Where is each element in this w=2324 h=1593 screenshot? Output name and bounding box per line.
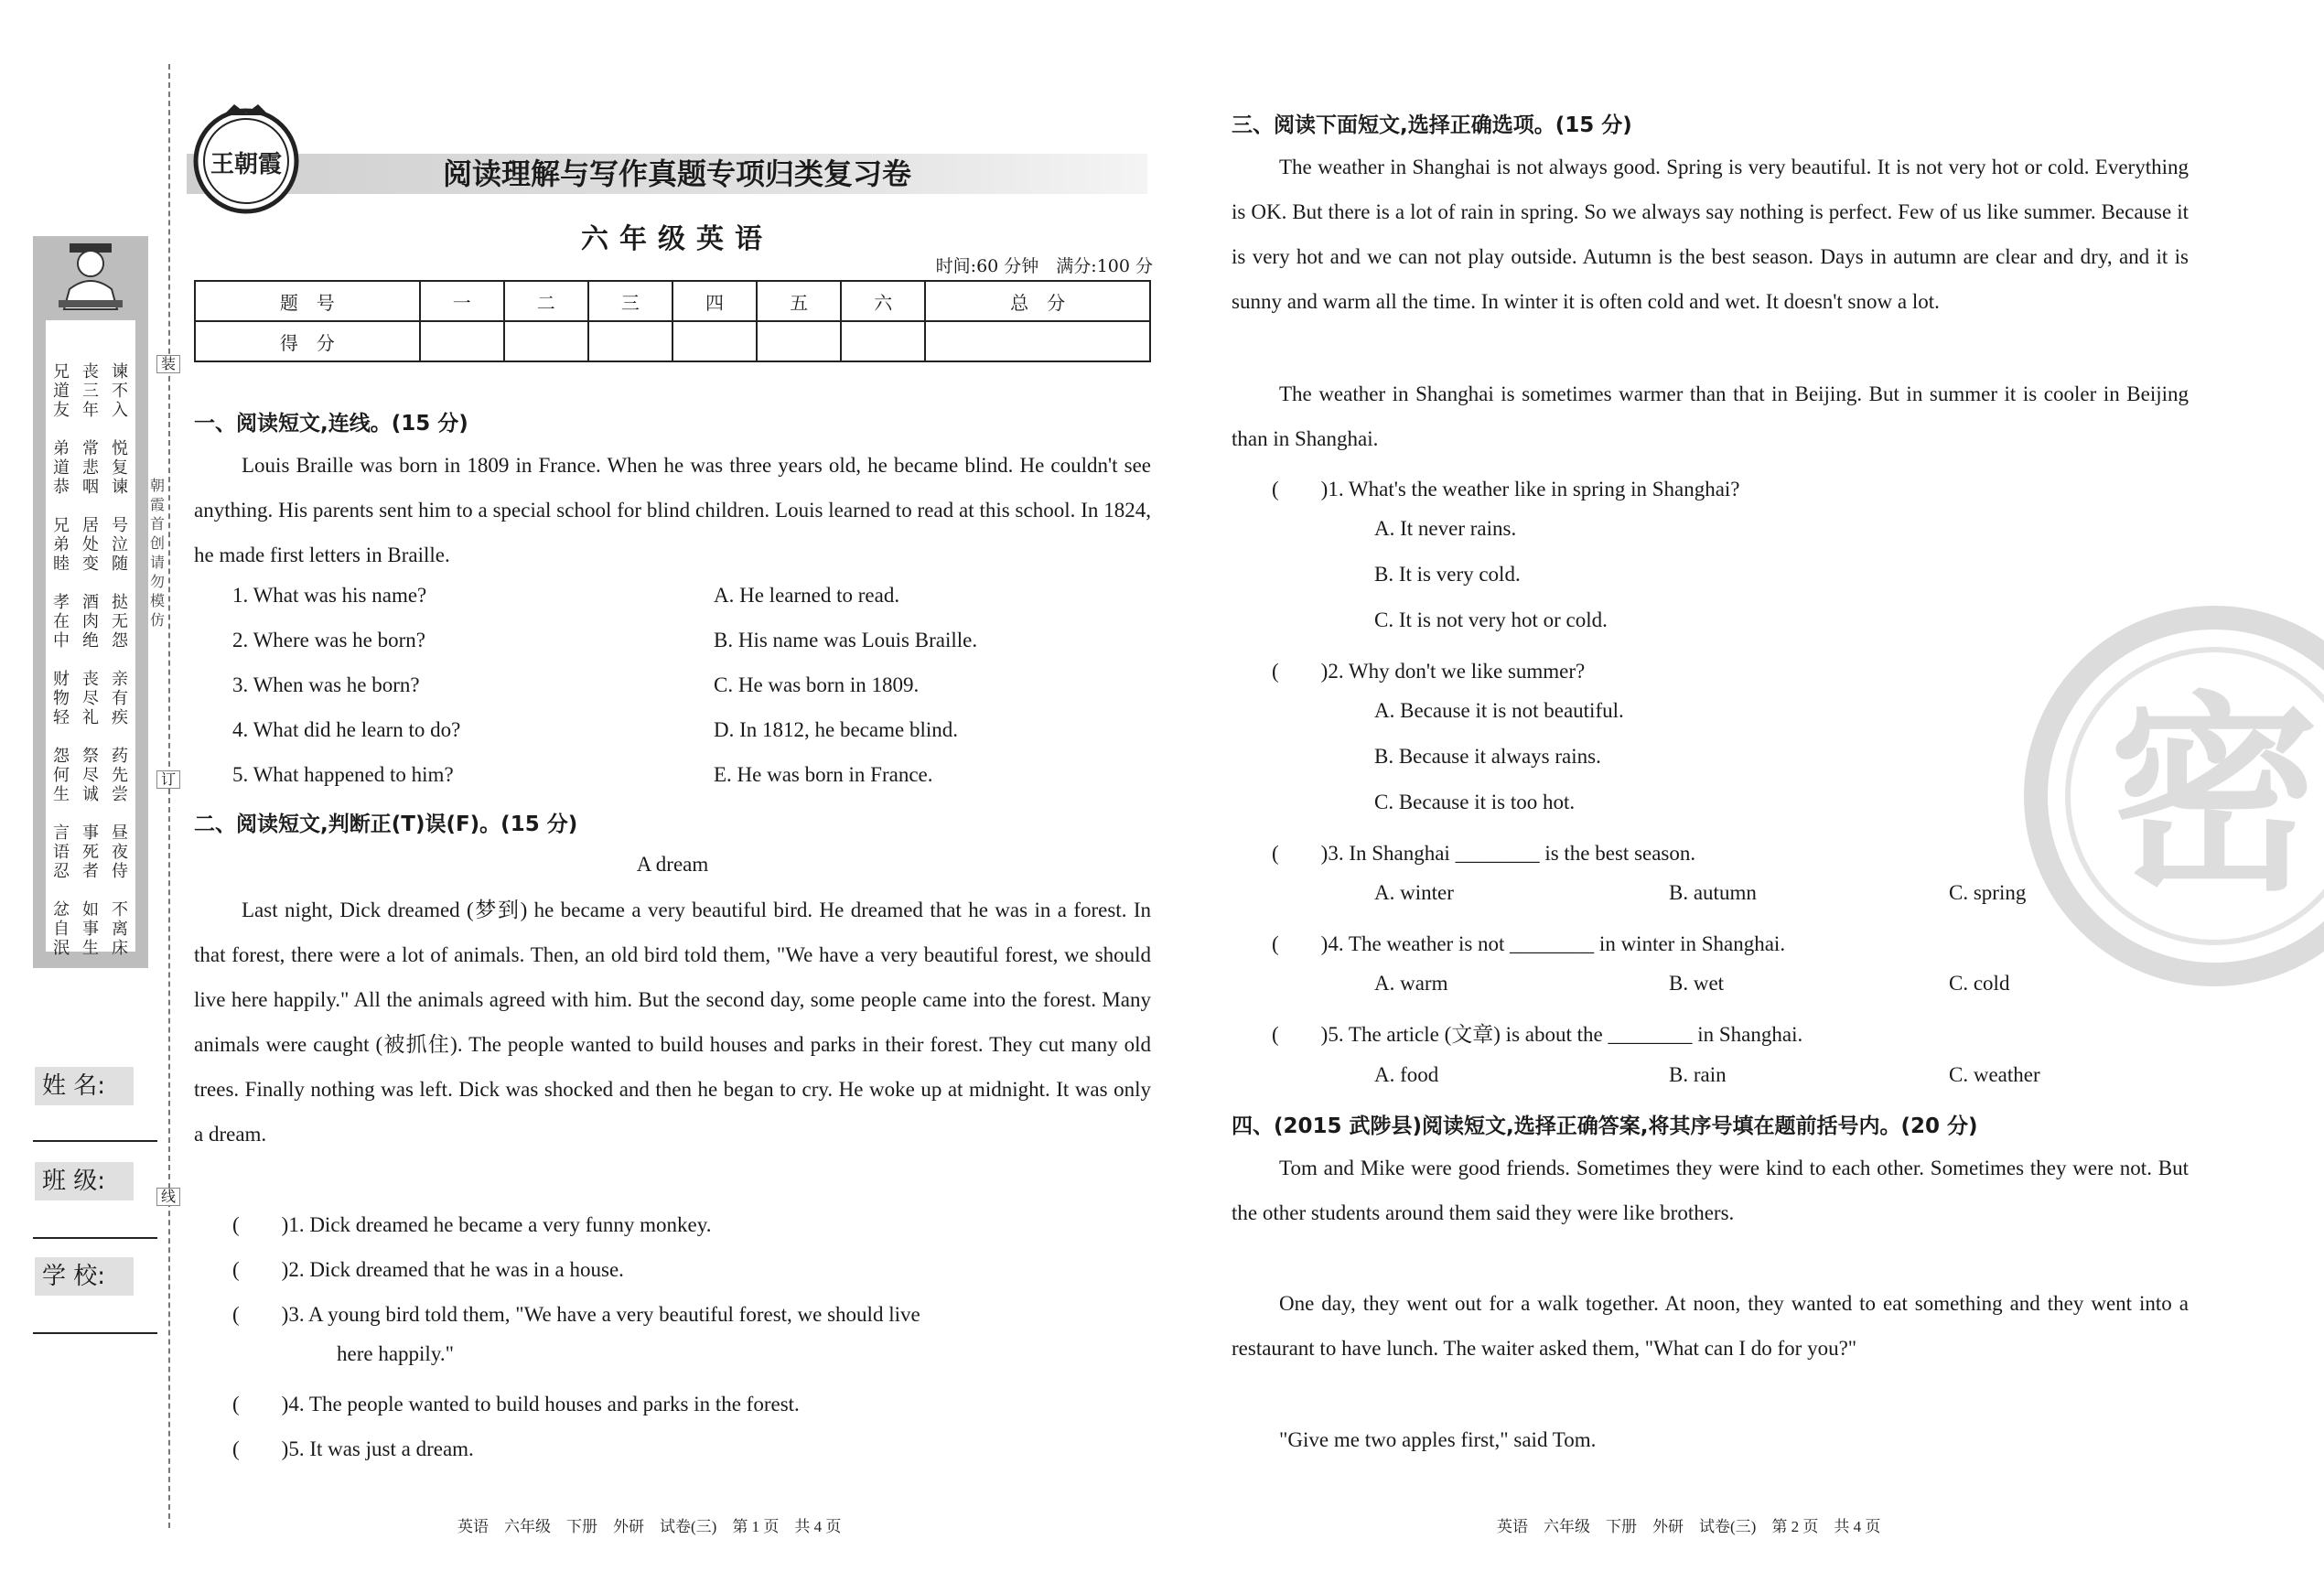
match-answer: A. He learned to read. bbox=[714, 584, 900, 607]
choice-option: A. winter bbox=[1374, 881, 1454, 904]
poem-column: 言语忍 bbox=[53, 823, 70, 881]
poem-column: 财物轻 bbox=[53, 670, 70, 727]
grade-subject: 六年级英语 bbox=[581, 223, 773, 255]
section4-title: 四、(2015 武陟县)阅读短文,选择正确答案,将其序号填在题前括号内。(20 分) bbox=[1232, 1114, 1978, 1138]
choice-option: C. cold bbox=[1949, 972, 2010, 995]
poem-column: 酒肉绝 bbox=[82, 593, 99, 651]
choice-option: A. Because it is not beautiful. bbox=[1374, 699, 1624, 722]
score-cell: 得 分 bbox=[195, 321, 420, 361]
score-cell: 总 分 bbox=[925, 281, 1150, 321]
choice-option: B. It is very cold. bbox=[1374, 563, 1521, 586]
binding-cut-line bbox=[168, 64, 170, 1528]
choice-question: ( )3. In Shanghai ________ is the best season. bbox=[1272, 842, 1696, 865]
tf-item: ( )3. A young bird told them, "We have a very beautiful forest, we should live bbox=[232, 1303, 920, 1326]
tf-item: ( )2. Dick dreamed that he was in a house. bbox=[232, 1258, 624, 1281]
choice-option: C. It is not very hot or cold. bbox=[1374, 608, 1608, 631]
section3-title: 三、阅读下面短文,选择正确选项。(15 分) bbox=[1232, 113, 1632, 137]
match-answer: D. In 1812, he became blind. bbox=[714, 718, 958, 741]
section2-title: 二、阅读短文,判断正(T)误(F)。(15 分) bbox=[194, 813, 578, 836]
score-input[interactable] bbox=[588, 321, 672, 361]
tf-item: ( )4. The people wanted to build houses and parks in the forest. bbox=[232, 1393, 800, 1415]
poem-column: 丧尽礼 bbox=[82, 670, 99, 727]
class-field[interactable] bbox=[33, 1237, 157, 1239]
choice-question: ( )5. The article (文章) is about the ________ in Shanghai. bbox=[1272, 1023, 1803, 1046]
score-cell: 五 bbox=[757, 281, 841, 321]
match-answer: C. He was born in 1809. bbox=[714, 673, 920, 696]
score-table-score-row bbox=[195, 321, 1150, 361]
score-input[interactable] bbox=[925, 321, 1150, 361]
sidebar-panel bbox=[33, 236, 148, 968]
choice-option: B. autumn bbox=[1669, 881, 1757, 904]
match-answer: B. His name was Louis Braille. bbox=[714, 629, 978, 651]
match-question: 4. What did he learn to do? bbox=[232, 718, 461, 741]
poem-column: 孝在中 bbox=[53, 593, 70, 651]
school-label: 学 校: bbox=[35, 1257, 134, 1296]
choice-question: ( )4. The weather is not ________ in winter in Shanghai. bbox=[1272, 932, 1786, 955]
section3-paragraph: The weather in Shanghai is sometimes warmer than that in Beijing. But in summer it is cooler in Beijing than in Shanghai. bbox=[1232, 382, 2189, 450]
choice-option: C. spring bbox=[1949, 881, 2027, 904]
cut-mark: 线 bbox=[156, 1188, 180, 1206]
class-label: 班 级: bbox=[35, 1162, 134, 1200]
score-cell: 二 bbox=[504, 281, 588, 321]
poem-column: 弟道恭 bbox=[53, 439, 70, 497]
choice-option: A. food bbox=[1374, 1063, 1439, 1086]
svg-text:密: 密 bbox=[2108, 675, 2320, 920]
poem-column: 药先尝 bbox=[112, 747, 128, 804]
poem-column: 亲有疾 bbox=[112, 670, 128, 727]
score-input[interactable] bbox=[757, 321, 841, 361]
tf-item: ( )5. It was just a dream. bbox=[232, 1437, 474, 1460]
vertical-note: 朝霞首创 请勿模仿 bbox=[149, 477, 180, 629]
school-field[interactable] bbox=[33, 1332, 157, 1334]
choice-option: C. Because it is too hot. bbox=[1374, 791, 1576, 813]
poem-column: 丧三年 bbox=[82, 362, 99, 420]
name-field[interactable] bbox=[33, 1140, 157, 1142]
secret-stamp-watermark bbox=[2013, 604, 2324, 1006]
match-question: 2. Where was he born? bbox=[232, 629, 425, 651]
poem-column: 常悲咽 bbox=[82, 439, 99, 497]
poem-column: 忿自泯 bbox=[53, 900, 70, 958]
choice-option: B. rain bbox=[1669, 1063, 1727, 1086]
poem-column: 如事生 bbox=[82, 900, 99, 958]
poem-column: 怨何生 bbox=[53, 747, 70, 804]
time-score: 时间:60 分钟 满分:100 分 bbox=[935, 256, 1153, 276]
scholar-illustration bbox=[33, 236, 148, 320]
section1-title: 一、阅读短文,连线。(15 分) bbox=[194, 412, 468, 436]
poem-column: 谏不入 bbox=[112, 362, 128, 420]
cut-mark: 订 bbox=[156, 770, 180, 789]
section4-paragraph: Tom and Mike were good friends. Sometimes they were kind to each other. Sometimes they were not. But the other students around them said they were like brothers. bbox=[1232, 1157, 2189, 1224]
score-cell: 一 bbox=[420, 281, 504, 321]
score-cell: 题 号 bbox=[195, 281, 420, 321]
poem-column: 挞无怨 bbox=[112, 593, 128, 651]
score-input[interactable] bbox=[504, 321, 588, 361]
svg-text:王朝霞: 王朝霞 bbox=[210, 151, 283, 178]
brand-logo bbox=[188, 101, 304, 216]
page-footer-right: 英语 六年级 下册 外研 试卷(三) 第 2 页 共 4 页 bbox=[1497, 1518, 1881, 1535]
choice-option: B. wet bbox=[1669, 972, 1725, 995]
match-question: 5. What happened to him? bbox=[232, 763, 454, 786]
poem-column: 悦复谏 bbox=[112, 439, 128, 497]
score-table bbox=[194, 280, 1151, 362]
choice-option: C. weather bbox=[1949, 1063, 2040, 1086]
section3-paragraph: The weather in Shanghai is not always good. Spring is very beautiful. It is not very hot or cold. Everything is OK. But there is a lot of rain in spring. So we always say nothing is perfect. Few of us like summer. Because it is very hot and we can not play outside. Autumn is the best season. Days in autumn are clear and dry, and it is sunny and warm all the time. In winter it is often cold and wet. It doesn't snow a lot. bbox=[1232, 156, 2189, 313]
score-input[interactable] bbox=[672, 321, 757, 361]
choice-option: B. Because it always rains. bbox=[1374, 745, 1601, 768]
choice-option: A. It never rains. bbox=[1374, 517, 1517, 540]
score-table-header-row bbox=[195, 281, 1150, 321]
poem-column: 号泣随 bbox=[112, 516, 128, 574]
exam-title: 阅读理解与写作真题专项归类复习卷 bbox=[442, 156, 911, 191]
choice-question: ( )1. What's the weather like in spring in Shanghai? bbox=[1272, 478, 1740, 501]
cut-mark: 装 bbox=[156, 355, 180, 373]
poem-column: 事死者 bbox=[82, 823, 99, 881]
section4-paragraph: One day, they went out for a walk together. At noon, they wanted to eat something and they went into a restaurant to have lunch. The waiter asked them, "What can I do for you?" bbox=[1232, 1292, 2189, 1360]
section1-passage: Louis Braille was born in 1809 in France. When he was three years old, he became blind. He couldn't see anything. His parents sent him to a special school for blind children. Louis learned to read at this school. In 1824, he made first letters in Braille. bbox=[194, 454, 1151, 566]
choice-option: A. warm bbox=[1374, 972, 1448, 995]
match-answer: E. He was born in France. bbox=[714, 763, 933, 786]
poem-column: 兄道友 bbox=[53, 362, 70, 420]
match-question: 3. When was he born? bbox=[232, 673, 420, 696]
choice-question: ( )2. Why don't we like summer? bbox=[1272, 660, 1586, 683]
score-cell: 四 bbox=[672, 281, 757, 321]
score-input[interactable] bbox=[420, 321, 504, 361]
poem-column: 居处变 bbox=[82, 516, 99, 574]
section4-paragraph: "Give me two apples first," said Tom. bbox=[1279, 1428, 1597, 1451]
section2-passage: Last night, Dick dreamed (梦到) he became a very beautiful bird. He dreamed that he was in a forest. In that forest, there were a lot of animals. Then, an old bird told them, "We have a very beautiful forest, we should live here happily." All the animals agreed with him. But the second day, some people came into the forest. Many animals were caught (被抓住). The people wanted to build houses and parks in their forest. They cut many old trees. Finally nothing was left. Dick was shocked and then he began to cry. He woke up at midnight. It was only a dream. bbox=[194, 899, 1151, 1146]
story-title: A dream bbox=[636, 853, 709, 876]
poem-column: 不离床 bbox=[112, 900, 128, 958]
poem-column: 昼夜侍 bbox=[112, 823, 128, 881]
name-label: 姓 名: bbox=[35, 1067, 134, 1105]
poem-column: 兄弟睦 bbox=[53, 516, 70, 574]
poem-column: 祭尽诚 bbox=[82, 747, 99, 804]
page-footer-left: 英语 六年级 下册 外研 试卷(三) 第 1 页 共 4 页 bbox=[457, 1518, 842, 1535]
score-cell: 六 bbox=[841, 281, 925, 321]
score-cell: 三 bbox=[588, 281, 672, 321]
score-input[interactable] bbox=[841, 321, 925, 361]
sidebar-poem bbox=[46, 320, 135, 958]
tf-item-continued: here happily." bbox=[337, 1342, 454, 1365]
tf-item: ( )1. Dick dreamed he became a very funny monkey. bbox=[232, 1213, 712, 1236]
match-question: 1. What was his name? bbox=[232, 584, 427, 607]
